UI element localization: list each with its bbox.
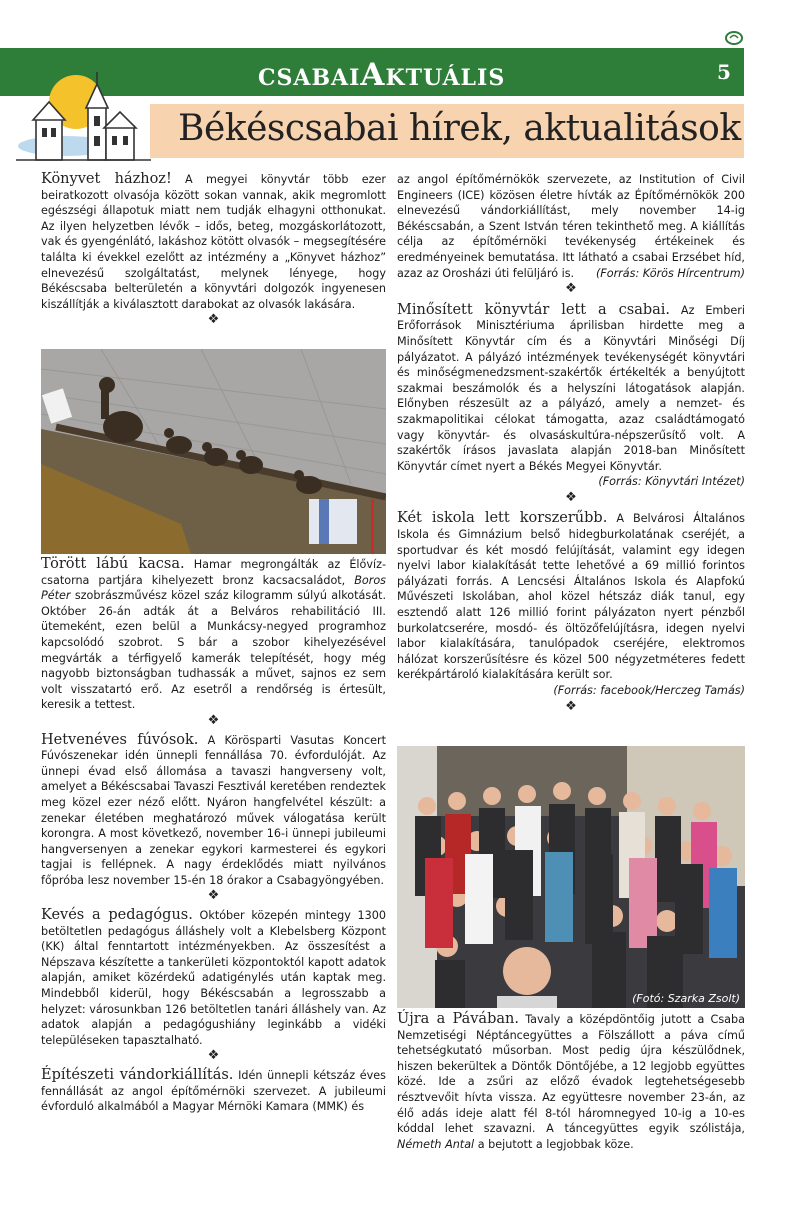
article-epiteszeti-cont: az angol építőmérnökök szervezete, az Institution of Civil Engineers (ICE) közösen életre hívták az Építőmérnökök 200 elnevezésű vándorkiállítást, mely november 14-ig Békéscsabán, a Szent István téren tekinthető meg. A kiállítás célja az építőmérnöki tevékenység értékeinek és eredményeinek bemutatása. Itt látható a csabai Erzsébet híd, azaz az Orosházi úti felüljáró is. (Forrás: Körös Hírcentrum) — [397, 173, 745, 280]
right-column-articles — [397, 172, 745, 714]
duck-sculpture-photo — [41, 349, 386, 554]
photo-credit: (Fotó: Szarka Zsolt) — [632, 992, 740, 1005]
source-note: (Forrás: Könyvtári Intézet) — [598, 475, 745, 489]
article-heading: Építészeti vándorkiállítás. — [41, 1067, 234, 1083]
article-heading: Hetvenéves fúvósok. — [41, 731, 199, 748]
article-pedagogus: Kevés a pedagógus. Október közepén mintegy 1300 betöltetlen pedagógus álláshely volt a Klebelsberg Központ (KK) által fenntartott intézményekben. Az összesítést a Népszava készítette a tankerületi központoktól kapott adatok alapján, amiket közérdekű adatigénylés után kaptak meg. Mindebből kiderül, hogy Békéscsabán a legrosszabb a helyzet: városunkban 126 betöltetlen tanári álláshely van. Az adatok alapján a pedagógushiány leginkább a vidéki településeken tapasztalható. — [41, 907, 386, 1047]
section-title: Békéscsabai hírek, aktualitások — [178, 108, 741, 149]
article-heading: Újra a Pávában. — [397, 1011, 519, 1027]
page-number: 5 — [717, 60, 731, 84]
sculptor-name: Boros Péter — [41, 573, 386, 603]
article-konyvet — [41, 172, 386, 328]
separator-icon: ❖ — [207, 1048, 220, 1064]
magazine-title: CSABAIAKTUÁLIS — [258, 57, 506, 93]
swirl-icon — [724, 30, 744, 46]
source-note: (Forrás: Körös Hírcentrum) — [595, 266, 745, 280]
article-heading: Törött lábú kacsa. — [41, 556, 185, 572]
article-heading: Kevés a pedagógus. — [41, 907, 193, 924]
article-heading: Könyvet házhoz! — [41, 171, 172, 187]
article-pava: Újra a Pávában. Tavaly a középdöntőig jutott a Csaba Nemzetiségi Néptáncegyüttes a Fölszállott a páva című tehetségkutató műsorban. Most pedig újra készülődnek, hiszen bekerültek a Döntők Döntőjébe, a 12 legjobb együttes közé. Ide a zsűri az előző évadok legtehetségesebb résztvevőit hívta vissza. Az együttesre november 23-án, az élő adás ideje alatt fél 8-tól háromnegyed 10-ig a 10-es kóddal lehet szavazni. A táncegyüttes egyik szólistája, Németh Antal a bejutott a legjobbak köze. — [397, 1011, 746, 1151]
article-heading: Két iskola lett korszerűbb. — [397, 510, 608, 527]
town-logo — [16, 66, 156, 166]
separator-icon: ❖ — [207, 712, 220, 728]
article-minositett: Minősített könyvtár lett a csabai. Az Emberi Erőforrások Minisztériuma áprilisban hirdette meg a Minősített Könyvtár cím és a Könyvtári Minőségi Díj pályázatot. A pályázó intézmények tevékenységét könyvtári és minőségmenedzsment-szakértők értékelték a benyújtott szakmai beszámolók és a helyszíni látogatások alapján. Előnyben részesült az a pályázó, amely a nemzet- és szakmapolitikai célokat támogatta, azaz családtámogató vagy könyvtár- és olvasáskultúra-népszerűsítő volt. A szakértők írásos javaslata alapján 2018-ban Minősített Könyvtár címet nyert a Békés Megyei Könyvtár. (Forrás: Könyvtári Intézet) — [397, 301, 745, 489]
article-heading: Minősített könyvtár lett a csabai. — [397, 301, 671, 318]
left-column-articles — [41, 557, 386, 1115]
soloist-name: Németh Antal — [397, 1137, 475, 1151]
dance-group-photo — [397, 746, 745, 1008]
separator-icon: ❖ — [565, 489, 577, 505]
article-epiteszeti: Építészeti vándorkiállítás. Idén ünnepli kétszáz éves fennállását az angol építőmérnöki szervezet. A jubileumi évforduló alkalmából a Magyar Mérnöki Kamara (MMK) és — [41, 1067, 386, 1114]
separator-icon: ❖ — [207, 888, 220, 904]
separator-icon: ❖ — [565, 281, 577, 297]
separator-icon: ❖ — [565, 698, 577, 714]
article-body: A megyei könyvtár több ezer beiratkozott olvasója között sokan vannak, akik megromlott egészségi állapotuk miatt nem tudják elhagyni otthonukat. Az ilyen helyzetben lévők – idős, beteg, mozgáskorlátozott, vak és gyengénlátó, lakáshoz kötött olvasók – megsegítésére találta ki évekkel ezelőtt az intézmény a „Könyvet házhoz” elnevezésű szolgáltatást, melynek lényege, hogy Békéscsaba belterületén a könyvtári dolgozók ingyenesen kiszállítják a kiválasztott darabokat az olvasók lakására. — [41, 173, 386, 311]
source-note: (Forrás: facebook/Herczeg Tamás) — [553, 684, 745, 697]
article-iskola: Két iskola lett korszerűbb. A Belvárosi Általános Iskola és Gimnázium belső hidegburkolatának cseréjét, a sportudvar és két mosdó felújítását, valamint egy idegen nyelvi labor kialakítását tette lehetővé a 69 millió forintos pályázati forrás. A Lencsési Általános Iskola és Alapfokú Művészeti Iskolában, ahol közel hétszáz diák tanul, egy esztendő alatt 126 millió forint pályázaton nyert pénzből burkolatcserére, mosdó- és öltözőfelújításra, idegen nyelvi labor kialakítására, tanulópadok cseréjére, elektromos hálózat korszerűsítésre és közel 500 négyzetméteres fedett kerékpártároló kialakítására került sor. (Forrás: facebook/Herczeg Tamás) — [397, 510, 746, 697]
separator-icon: ❖ — [207, 312, 220, 328]
article-hetven: Hetvenéves fúvósok. A Körösparti Vasutas Koncert Fúvószenekar idén ünnepli fennállása 70. évfordulóját. Az ünnepi évad első állomása a tavaszi hangverseny volt, amelyet a Békéscsabai Tavaszi Fesztivál keretében rendeztek meg közel ezer néző előtt. Nyáron hangfelvétel készült: a zenekar életében meghatározó művek válogatása került korongra. A most következő, november 16-i ünnepi jubileumi hangversenyen a zenekar egykori karmesterei és egykori tagjai is fellépnek. A nagy érdeklődés miatt nyilvános főpróba lesz november 15-én 18 órakor a Csabagyöngyében. — [41, 731, 386, 887]
article-kacsa: Törött lábú kacsa. Hamar megrongálták az Élővíz-csatorna partjára kihelyezett bronz kacsacsaládot, Boros Péter szobrászművész közel száz kilogramm súlyú alkotását. Október 26-án adták át a Belváros rehabilitáció III. ütemeként, ezen belül a Munkácsy-negyed programhoz kapcsolódó szobrot. S bár a szobor kihelyezésével megvárták a térfigyelő kamerák telepítését, hogy még nagyobb biztonságban tudhassák a művet, sajnos ez sem volt visszatartó erő. Az esetről a rendőrség is értesült, keresik a tettest. — [41, 556, 387, 712]
